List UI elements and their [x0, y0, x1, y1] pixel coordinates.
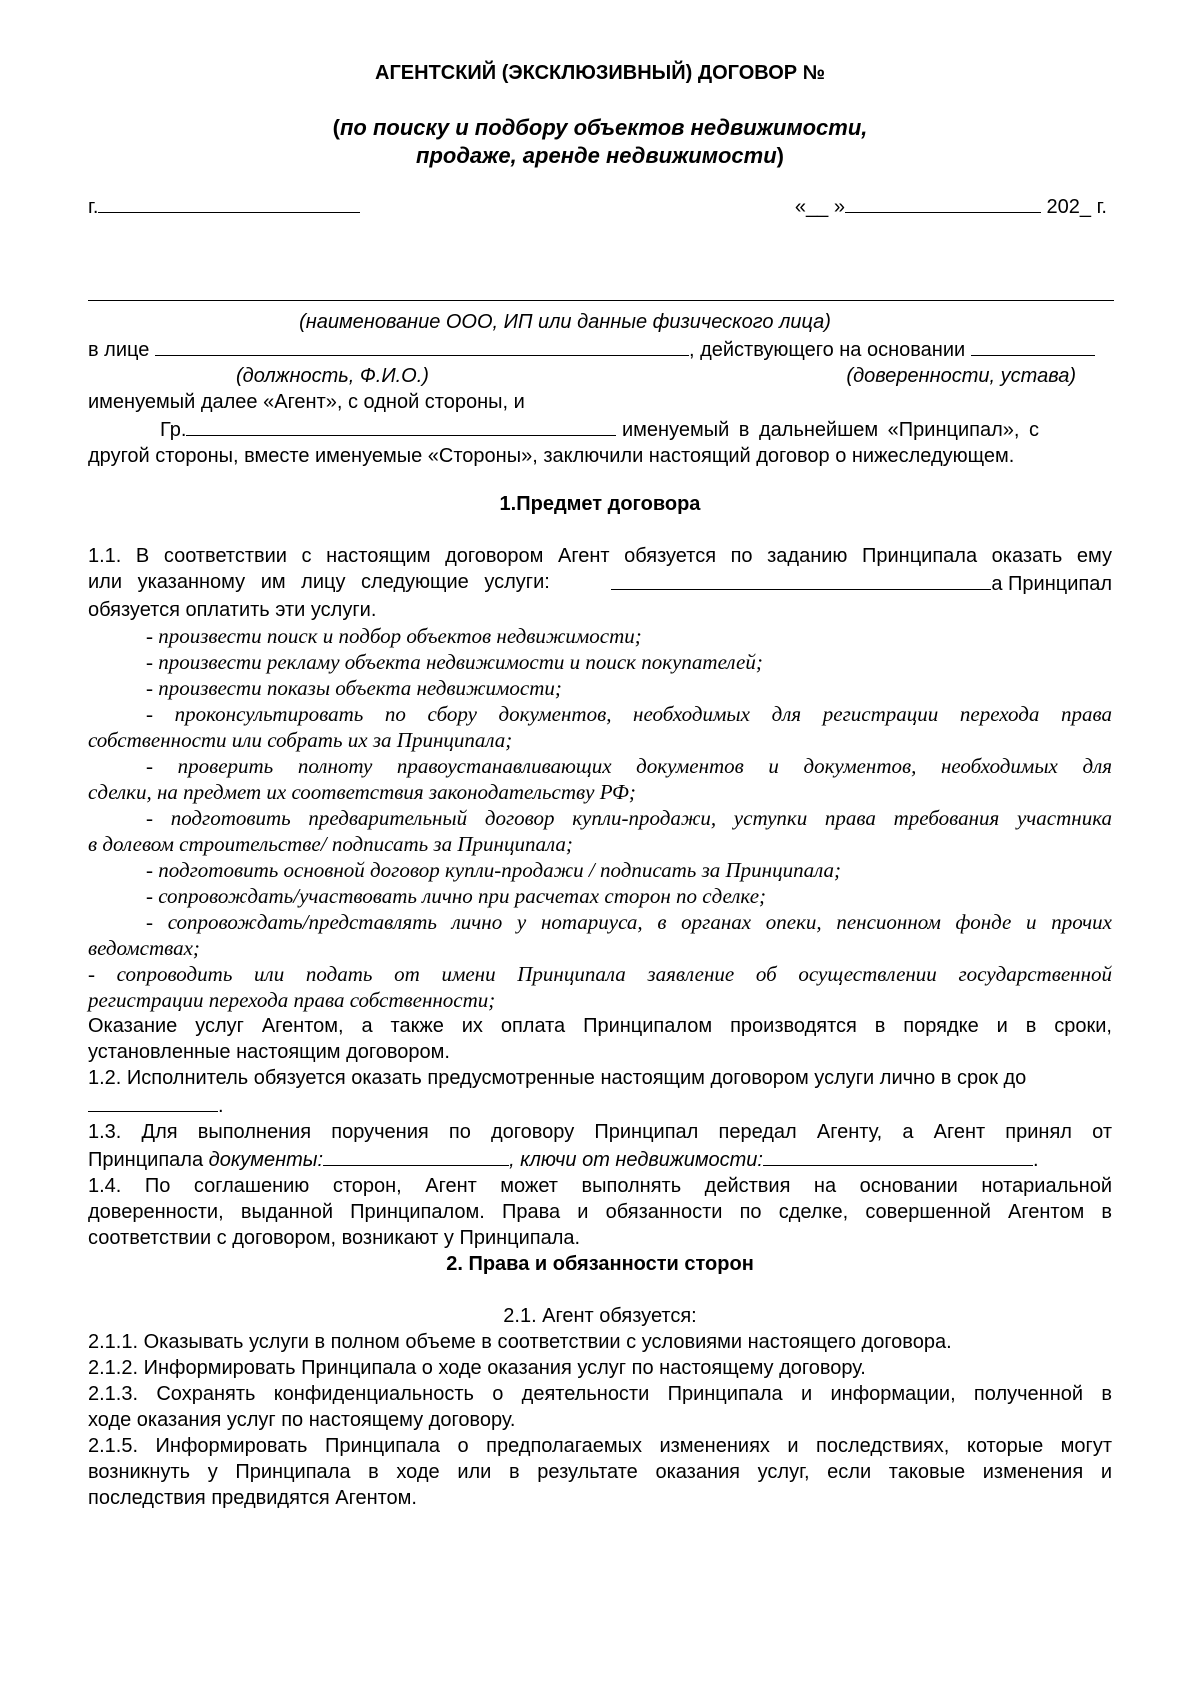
contract-title: АГЕНТСКИЙ (ЭКСКЛЮЗИВНЫЙ) ДОГОВОР № — [375, 62, 825, 84]
principal-prefix: Гр. — [160, 419, 187, 441]
docs-label: документы: — [208, 1149, 324, 1171]
p1-3-line2 — [88, 1145, 1112, 1173]
place-date-row — [88, 192, 1112, 220]
service-item: - проконсультировать по сбору документов, необходимых для регистрации перехода права — [146, 702, 1112, 726]
position-caption: (должность, Ф.И.О.) — [236, 365, 429, 387]
city-field — [88, 192, 360, 220]
section2-heading: 2. Права и обязанности сторон — [446, 1253, 754, 1275]
city-prefix: г. — [88, 196, 99, 218]
services-list — [88, 623, 1112, 1013]
service-item: - сопроводить или подать от имени Принципала заявление об осуществлении государственной — [88, 962, 1112, 986]
p1-3-docs-wrap: Принципала документы: , ключи от недвижимости: . — [88, 1145, 1039, 1173]
subtitle-text-1: по поиску и подбору объектов недвижимости, — [339, 115, 868, 140]
section1-heading: 1.Предмет договора — [499, 493, 701, 515]
service-item-cont: собственности или собрать их за Принципала; — [88, 728, 513, 752]
principal-named: именуемый в дальнейшем «Принципал», с — [621, 419, 1039, 441]
p2-1-5-line3: последствия предвидятся Агентом. — [88, 1487, 417, 1509]
p2-1-1: 2.1.1. Оказывать услуги в полном объеме в соответствии с условиями настоящего договора. — [88, 1331, 952, 1353]
p1-4-line2: доверенности, выданной Принципалом. Права и обязанности по сделке, совершенной Агентом в — [88, 1201, 1112, 1223]
parties-closing: другой стороны, вместе именуемые «Стороны», заключили настоящий договор о нижеследующем. — [88, 445, 1015, 467]
paren-close: ) — [776, 143, 784, 168]
service-item-cont: сделки, на предмет их соответствия законодательству РФ; — [88, 780, 636, 804]
agent-named: именуемый далее «Агент», с одной стороны, и — [88, 391, 525, 413]
p1-3-line1: 1.3. Для выполнения поручения по договору Принципал передал Агенту, а Агент принял от — [88, 1121, 1112, 1143]
date-month-blank — [845, 192, 1041, 213]
contract-subtitle-line2 — [88, 142, 1112, 170]
p1-1-blank-wrap — [611, 569, 1112, 597]
p1-1-line1: 1.1. В соответствии с настоящим договором Агент обязуется по заданию Принципала оказать ему — [88, 545, 1112, 567]
city-blank — [98, 192, 360, 213]
p1-4-line3: соответствии с договором, возникают у Принципала. — [88, 1227, 581, 1249]
docs-blank — [323, 1145, 509, 1166]
service-item: - подготовить предварительный договор купли-продажи, уступки права требования участника — [146, 806, 1112, 830]
authority-caption: (доверенности, устава) — [846, 365, 1076, 387]
in-person-label: в лице — [88, 339, 150, 361]
p1-1-tail: а Принципал — [991, 573, 1112, 595]
p1-1-services-label: или указанному им лицу следующие услуги: — [88, 571, 550, 593]
representative-blank — [155, 335, 689, 356]
party-name-caption: (наименование ООО, ИП или данные физического лица) — [299, 311, 831, 333]
p2-1-3-line2: ходе оказания услуг по настоящему договору. — [88, 1409, 516, 1431]
p2-1-2: 2.1.2. Информировать Принципала о ходе оказания услуг по настоящему договору. — [88, 1357, 866, 1379]
keys-label: , ключи от недвижимости: — [509, 1149, 763, 1171]
p1-2-deadline: . — [88, 1091, 1112, 1119]
acting-basis-label: , действующего на основании — [688, 339, 966, 361]
p1-3-prefix: Принципала — [88, 1149, 204, 1171]
subtitle-text-2: продаже, аренде недвижимости — [416, 143, 777, 168]
payment-line1: Оказание услуг Агентом, а также их оплата Принципалом производятся в порядке и в сроки, — [88, 1015, 1112, 1037]
date-year: 202_ г. — [1046, 196, 1107, 218]
date-day: «__ » — [794, 196, 845, 218]
service-item-cont: ведомствах; — [88, 936, 200, 960]
contract-subtitle-line1 — [88, 114, 1112, 142]
date-field — [795, 192, 1112, 220]
service-item: - сопровождать/представлять лично у нотариуса, в органах опеки, пенсионном фонде и прочих — [146, 910, 1112, 934]
service-item: - подготовить основной договор купли-продажи / подписать за Принципала; — [146, 858, 841, 882]
services-blank — [611, 569, 991, 590]
service-item-cont: регистрации перехода права собственности; — [88, 988, 496, 1012]
service-item: - произвести показы объекта недвижимости; — [146, 676, 562, 700]
captions-row — [88, 363, 1112, 389]
principal-row — [88, 415, 1112, 443]
principal-blank — [186, 415, 616, 436]
p2-1-5-line2: возникнуть у Принципала в ходе или в результате оказания услуг, если таковые изменения и — [88, 1461, 1112, 1483]
basis-blank — [971, 335, 1095, 356]
p1-4-line1: 1.4. По соглашению сторон, Агент может выполнять действия на основании нотариальной — [88, 1175, 1112, 1197]
keys-blank — [763, 1145, 1033, 1166]
service-item: - сопровождать/участвовать лично при расчетах сторон по сделке; — [146, 884, 767, 908]
service-item: - произвести рекламу объекта недвижимости и поиск покупателей; — [146, 650, 763, 674]
p1-1-line3: обязуется оплатить эти услуги. — [88, 599, 377, 621]
p1-2: 1.2. Исполнитель обязуется оказать предусмотренные настоящим договором услуги лично в срок до — [88, 1067, 1027, 1089]
deadline-blank — [88, 1091, 218, 1112]
payment-line2: установленные настоящим договором. — [88, 1041, 450, 1063]
service-item-cont: в долевом строительстве/ подписать за Принципала; — [88, 832, 573, 856]
p2-1-3-line1: 2.1.3. Сохранять конфиденциальность о деятельности Принципала и информации, полученной в — [88, 1383, 1112, 1405]
p2-1-5-line1: 2.1.5. Информировать Принципала о предполагаемых изменениях и последствиях, которые могут — [88, 1435, 1112, 1457]
service-item: - проверить полноту правоустанавливающих документов и документов, необходимых для — [146, 754, 1112, 778]
in-person-row — [88, 335, 1112, 363]
paren-open: ( — [332, 115, 340, 140]
p2-1: 2.1. Агент обязуется: — [503, 1305, 697, 1327]
p1-1-line2 — [88, 569, 1112, 597]
service-item: - произвести поиск и подбор объектов недвижимости; — [146, 624, 642, 648]
